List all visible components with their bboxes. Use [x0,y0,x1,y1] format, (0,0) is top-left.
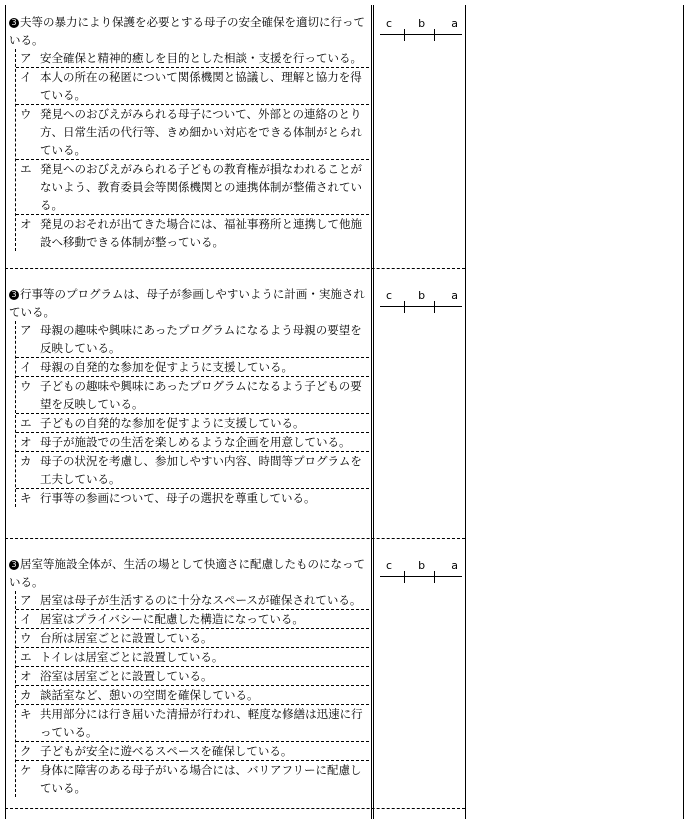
check-item [16,610,369,629]
criterion-lead [5,13,369,49]
item-key: ク [20,744,32,758]
criterion-text: 夫等の暴力により保護を必要とする母子の安全確保を適切に行っている。 [9,15,365,47]
item-key: オ [20,435,32,449]
item-key: イ [20,360,32,374]
item-text: 行事等の参画について、母子の選択を尊重している。 [40,491,316,505]
check-item [16,667,369,686]
criterion-text: 行事等のプログラムは、母子が参画しやすいように計画・実施されている。 [9,287,365,319]
check-item [16,358,369,377]
check-item [16,68,369,105]
rating-scale [380,17,462,43]
criterion-number: 3 [9,290,19,300]
section-divider [5,808,465,809]
item-text: 浴室は居室ごとに設置している。 [40,669,213,683]
item-text: 居室はプライバシーに配慮した構造になっている。 [40,612,304,626]
check-item [16,49,369,68]
item-text: 母子が施設での生活を楽しめるような企画を用意している。 [40,435,351,449]
item-text: 母親の自発的な参加を促すように支援している。 [40,360,293,374]
rating-a: a [451,559,458,572]
item-text: 発見へのおびえがみられる子どもの教育権が損なわれることがないよう、教育委員会等関係機関との連携体制が整備されている。 [40,162,362,212]
check-item [16,761,369,797]
item-text: 子どもの自発的な参加を促すように支援している。 [40,416,305,430]
item-text: 発見へのおびえがみられる母子について、外部との連絡のとり方、日常生活の代行等、きめ細かい対応をできる体制がとられている。 [40,107,362,157]
check-item [16,452,369,489]
item-text: 子どもの趣味や興味にあったプログラムになるよう子どもの要望を反映している。 [40,379,362,411]
rating-c: c [386,17,393,30]
item-text: 安全確保と精神的癒しを目的とした相談・支援を行っている。 [40,51,362,65]
item-key: カ [20,454,32,468]
item-key: ア [20,323,32,337]
rating-bar [380,34,462,43]
rating-a: a [451,289,458,302]
rating-a: a [451,17,458,30]
item-key: イ [20,612,32,626]
criterion-lead [5,285,369,321]
section-divider [5,268,465,269]
item-key: オ [20,669,32,683]
item-text: トイレは居室ごとに設置している。 [40,650,224,664]
item-key: エ [20,162,32,176]
rating-c: c [386,289,393,302]
rating-c: c [386,559,393,572]
item-text: 居室は母子が生活するのに十分なスペースが確保されている。 [40,593,362,607]
section-divider [5,538,465,539]
column-divider [371,5,374,819]
item-key: ウ [20,107,32,121]
check-item [16,705,369,742]
check-item [16,160,369,215]
rating-b: b [418,289,426,302]
item-text: 母子の状況を考慮し、参加しやすい内容、時間等プログラムを工夫している。 [40,454,362,486]
item-key: ア [20,593,32,607]
check-item [16,105,369,160]
check-item [16,648,369,667]
item-key: エ [20,650,32,664]
criterion-text: 居室等施設全体が、生活の場として快適さに配慮したものになっている。 [9,557,365,589]
check-item [16,489,369,507]
check-items [15,321,369,507]
item-text: 談話室など、憩いの空間を確保している。 [40,688,259,702]
table-right-border [683,5,684,819]
item-text: 母親の趣味や興味にあったプログラムになるよう母親の要望を反映している。 [40,323,362,355]
item-key: キ [20,491,32,505]
check-item [16,686,369,705]
item-text: 発見のおそれが出てきた場合には、福祉事務所と連携して他施設へ移動できる体制が整っている。 [40,217,362,249]
item-key: オ [20,217,32,231]
rating-bar [380,306,462,315]
criterion-section [5,13,369,251]
item-key: ウ [20,379,32,393]
check-item [16,377,369,414]
rating-b: b [418,17,426,30]
criterion-number: 3 [9,560,19,570]
item-key: カ [20,688,32,702]
item-key: ア [20,51,32,65]
criterion-section [5,555,369,797]
check-item [16,742,369,761]
criterion-section [5,285,369,507]
item-text: 身体に障害のある母子がいる場合には、バリアフリーに配慮している。 [40,763,362,795]
check-item [16,215,369,251]
item-key: エ [20,416,32,430]
rating-column-border [465,5,466,819]
rating-scale [380,559,462,585]
item-text: 本人の所在の秘匿について関係機関と協議し、理解と協力を得ている。 [40,70,362,102]
item-key: ウ [20,631,32,645]
rating-bar [380,576,462,585]
check-item [16,321,369,358]
criterion-lead [5,555,369,591]
item-key: キ [20,707,32,721]
check-item [16,433,369,452]
check-items [15,49,369,251]
item-text: 子どもが安全に遊べるスペースを確保している。 [40,744,293,758]
evaluation-table [5,5,685,819]
check-items [15,591,369,797]
item-text: 台所は居室ごとに設置している。 [40,631,213,645]
check-item [16,629,369,648]
criterion-number: 3 [9,18,19,28]
item-key: ケ [20,763,32,777]
item-key: イ [20,70,32,84]
check-item [16,591,369,610]
check-item [16,414,369,433]
rating-scale [380,289,462,315]
item-text: 共用部分には行き届いた清掃が行われ、軽度な修繕は迅速に行っている。 [40,707,363,739]
rating-b: b [418,559,426,572]
